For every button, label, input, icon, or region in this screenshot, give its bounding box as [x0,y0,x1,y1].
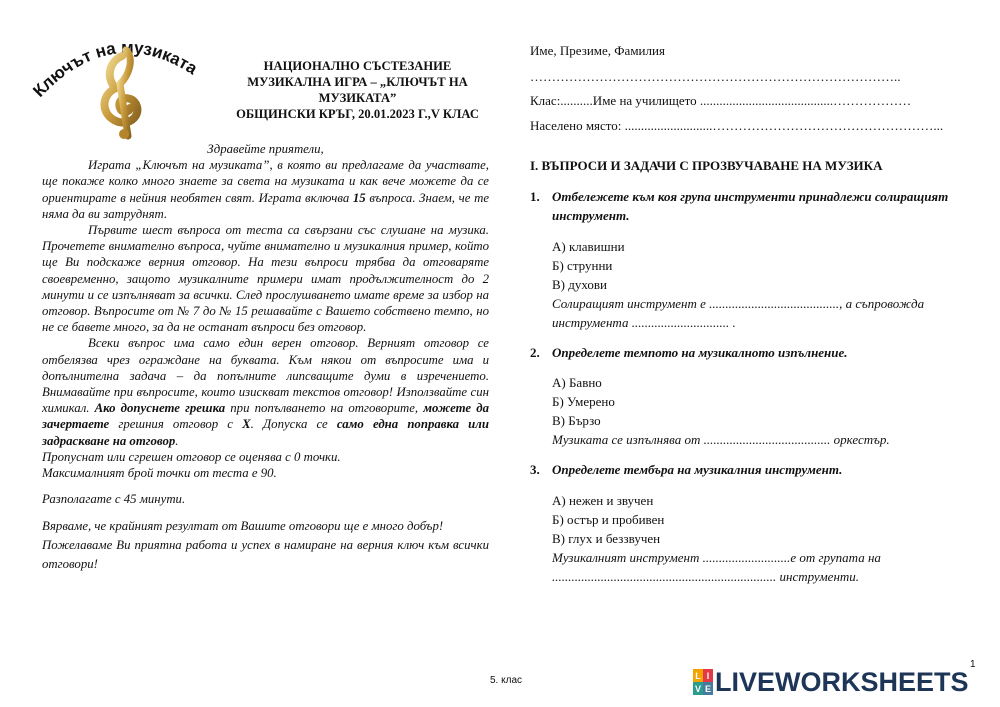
page-number: 1 [970,659,976,670]
question-number: 1. [530,189,540,204]
greeting: Здравейте приятели, [207,142,324,156]
option-c[interactable]: В) глух и беззвучен [552,531,661,546]
logo-text: Ключът на музиката [30,37,201,101]
intro-text [42,141,489,574]
footer-class-label: 5. клас [490,675,523,686]
question-text: Определете темпото на музикалното изпълнение. [552,345,848,360]
question-3 [530,460,970,479]
title-line: ОБЩИНСКИ КРЪГ, 20.01.2023 Г.,V КЛАС [236,107,479,121]
question-number: 2. [530,345,540,360]
option-a[interactable]: А) Бавно [552,375,602,390]
liveworksheets-logo[interactable] [693,667,969,697]
fill-in-line[interactable]: Музиката се изпълнява от ....................................... оркестър. [552,432,890,447]
wish-note: Вярваме, че крайният резултат от Вашите отговори ще е много добър! [42,519,444,534]
intro-paragraph: Всеки въпрос има само един верен отговор. Верният отговор се отбелязва чрез ограждане на буквата. Към някои от въпросите има и допълнителна задача – да попълните липсващите думи в изречението. Внимавайте при въпросите, които изискват текстов отговор! Използвайте син химикал. Ако допуснете грешка при попълването на отговорите, можете да зачертаете грешния отговор с Х. Допуска се само една поправка или задраскване на отговор. [42,336,489,448]
option-c[interactable]: В) Бързо [552,413,601,428]
title-line: НАЦИОНАЛНО СЪСТЕЗАНИЕ [263,59,452,73]
question-text: Определете тембъра на музикалния инструмент. [552,462,843,477]
section-title: I. ВЪПРОСИ И ЗАДАЧИ С ПРОЗВУЧАВАНЕ НА МУЗИКА [530,158,883,173]
treble-clef-icon [104,50,137,139]
name-field[interactable]: ………………………………………………………………………….. [530,69,901,84]
place-field[interactable]: Населено място: ...........................……………………………………………... [530,118,944,133]
question-text: Отбележете към коя група инструменти принадлежи солиращият инструмент. [552,189,949,223]
logo [30,28,210,140]
liveworksheets-badge-icon: L I V E [694,670,711,694]
wish-note: Пожелаваме Ви приятна работа и успех в намиране на верния ключ към всички отговори! [42,538,489,572]
time-note: Разполагате с 45 минути. [42,492,186,507]
option-a[interactable]: А) клавишни [552,239,625,254]
class-school-field[interactable]: Клас:..........Име на училището .........................................……………… [530,93,912,108]
question-1 [530,187,970,225]
option-c[interactable]: В) духови [552,277,607,292]
option-b[interactable]: Б) остър и пробивен [552,512,665,527]
fill-in-line[interactable]: ..................................................................... инструменти. [552,569,860,584]
intro-paragraph: Първите шест въпроса от теста са свързани със слушане на музика. Прочетете внимателно въпроса, чуйте внимателно и музикалния пример, който ще Ви подскаже верния отговор. На тези въпроси трябва да отговаряте своевременно, защото музикалните примери имат продължителност до 2 минути и се изпълняват за всички. След прослушването имате време за избор на отговор. Въпросите от № 7 до № 15 решавайте с Вашето собствено темпо, но не се бавете много, за да не останат въпроси без отговор. [42,223,489,335]
question-3-options [552,491,972,586]
question-2 [530,343,970,362]
scoring-note: Пропуснат или сгрешен отговор се оценява с 0 точки. [42,449,341,464]
option-b[interactable]: Б) Умерено [552,394,615,409]
fill-in-line[interactable]: инструмента .............................. . [552,315,736,330]
question-2-options [552,373,972,449]
fill-in-line[interactable]: Музикалният инструмент ...........................е от групата на [552,550,881,565]
title-line: МУЗИКАТА” [318,91,397,105]
title-line: МУЗИКАЛНА ИГРА – „КЛЮЧЪТ НА [247,75,468,89]
option-b[interactable]: Б) струнни [552,258,613,273]
option-a[interactable]: А) нежен и звучен [552,493,654,508]
question-1-options [552,237,972,332]
fill-in-line[interactable]: Солиращият инструмент е ........................................, а съпровожда [552,296,925,311]
liveworksheets-wordmark: LIVEWORKSHEETS [715,666,969,697]
question-number: 3. [530,462,540,477]
name-label: Име, Презиме, Фамилия [530,43,665,58]
max-points-note: Максималният брой точки от теста е 90. [42,466,277,481]
intro-paragraph: Играта „Ключът на музиката”, в която ви предлагаме да участвате, ще покаже колко много знаете за света на музиката и как вече можете да се ориентирате в нейния необятен свят. Играта включва 15 въпроса. Знаем, че те няма да ви затруднят. [42,158,490,221]
page-title [215,58,500,122]
